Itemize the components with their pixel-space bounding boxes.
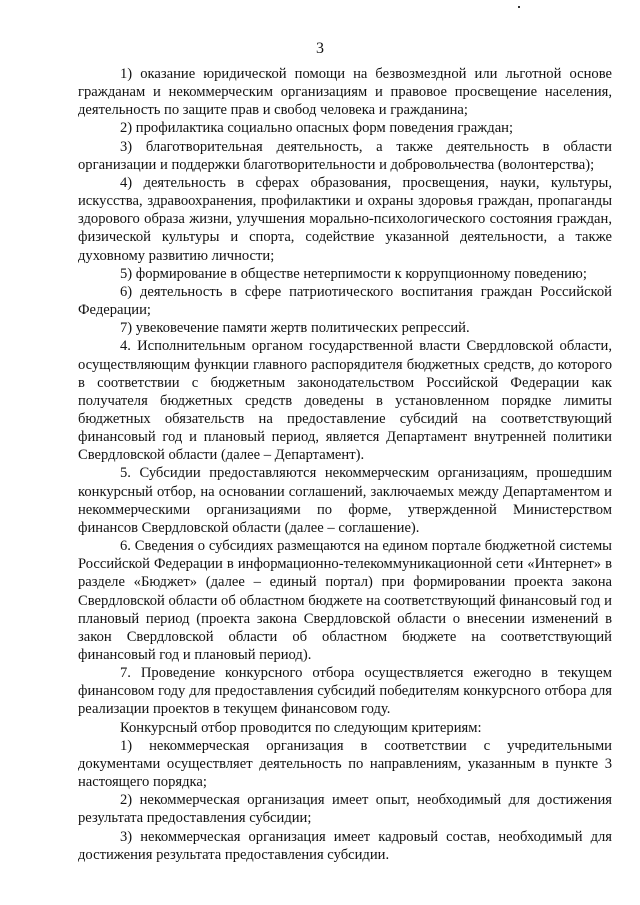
paragraph: 5) формирование в обществе нетерпимости к коррупционному поведению; bbox=[120, 265, 587, 282]
paragraph: 5. Субсидии предоставляются некоммерческим организациям, прошедшим конкурсный отбор, на основании соглашений, заключаемых между Департаментом и некоммерческими организациями по форме, утвержденной Министерством финансов Свердловской области (далее – соглашение). bbox=[78, 465, 612, 536]
scan-speck bbox=[518, 6, 520, 8]
paragraph: Конкурсный отбор проводится по следующим критериям: bbox=[120, 719, 482, 736]
paragraph: 6. Сведения о субсидиях размещаются на едином портале бюджетной системы Российской Федерации в информационно-телекоммуникационной сети «Интернет» в разделе «Бюджет» (далее – единый портал) при формировании проекта закона Свердловской области об областном бюджете на соответствующий финансовый год и плановый период (проекта закона Свердловской области о внесении изменений в закон Свердловской области об областном бюджете на соответствующий финансовый год и плановый период). bbox=[78, 538, 612, 663]
paragraph: 3) некоммерческая организация имеет кадровый состав, необходимый для достижения результата предоставления субсидии. bbox=[78, 828, 612, 863]
paragraph: 7. Проведение конкурсного отбора осуществляется ежегодно в текущем финансовом году для предоставления субсидий победителям конкурсного отбора для реализации проектов в текущем финансовом году. bbox=[78, 665, 612, 718]
paragraph: 6) деятельность в сфере патриотического воспитания граждан Российской Федерации; bbox=[78, 283, 612, 319]
paragraph: 2) некоммерческая организация имеет опыт, необходимый для достижения результата предоставления субсидии; bbox=[78, 792, 612, 827]
paragraph: 1) оказание юридической помощи на безвозмездной или льготной основе гражданам и некоммерческим организациям и правовое просвещение населения, деятельность по защите прав и свобод человека и гражданина; bbox=[78, 66, 612, 119]
document-body bbox=[78, 65, 612, 864]
paragraph: 1) некоммерческая организация в соответствии с учредительными документами осуществляет деятельность по направлениям, указанным в пункте 3 настоящего порядка; bbox=[78, 737, 612, 791]
paragraph: 2) профилактика социально опасных форм поведения граждан; bbox=[120, 120, 514, 137]
paragraph: 4) деятельность в сферах образования, просвещения, науки, культуры, искусства, здравоохранения, профилактики и охраны здоровья граждан, пропаганды здорового образа жизни, улучшения морально-психологического состояния граждан, физической культуры и спорта, содействие указанной деятельности, а также духовному развитию личности; bbox=[78, 174, 612, 264]
paragraph: 7) увековечение памяти жертв политических репрессий. bbox=[120, 320, 470, 337]
paragraph: 3) благотворительная деятельность, а также деятельность в области организации и поддержки благотворительности и добровольчества (волонтерства); bbox=[78, 138, 612, 173]
paragraph: 4. Исполнительным органом государственной власти Свердловской области, осуществляющим функции главного распорядителя бюджетных средств, до которого в соответствии с бюджетным законодательством Российской Федерации как получателя бюджетных средств доведены в установленном порядке лимиты бюджетных обязательств на предоставление субсидий на соответствующий финансовый год и плановый период, является Департамент внутренней политики Свердловской области (далее – Департамент). bbox=[78, 338, 612, 464]
page-number: 3 bbox=[316, 40, 324, 57]
